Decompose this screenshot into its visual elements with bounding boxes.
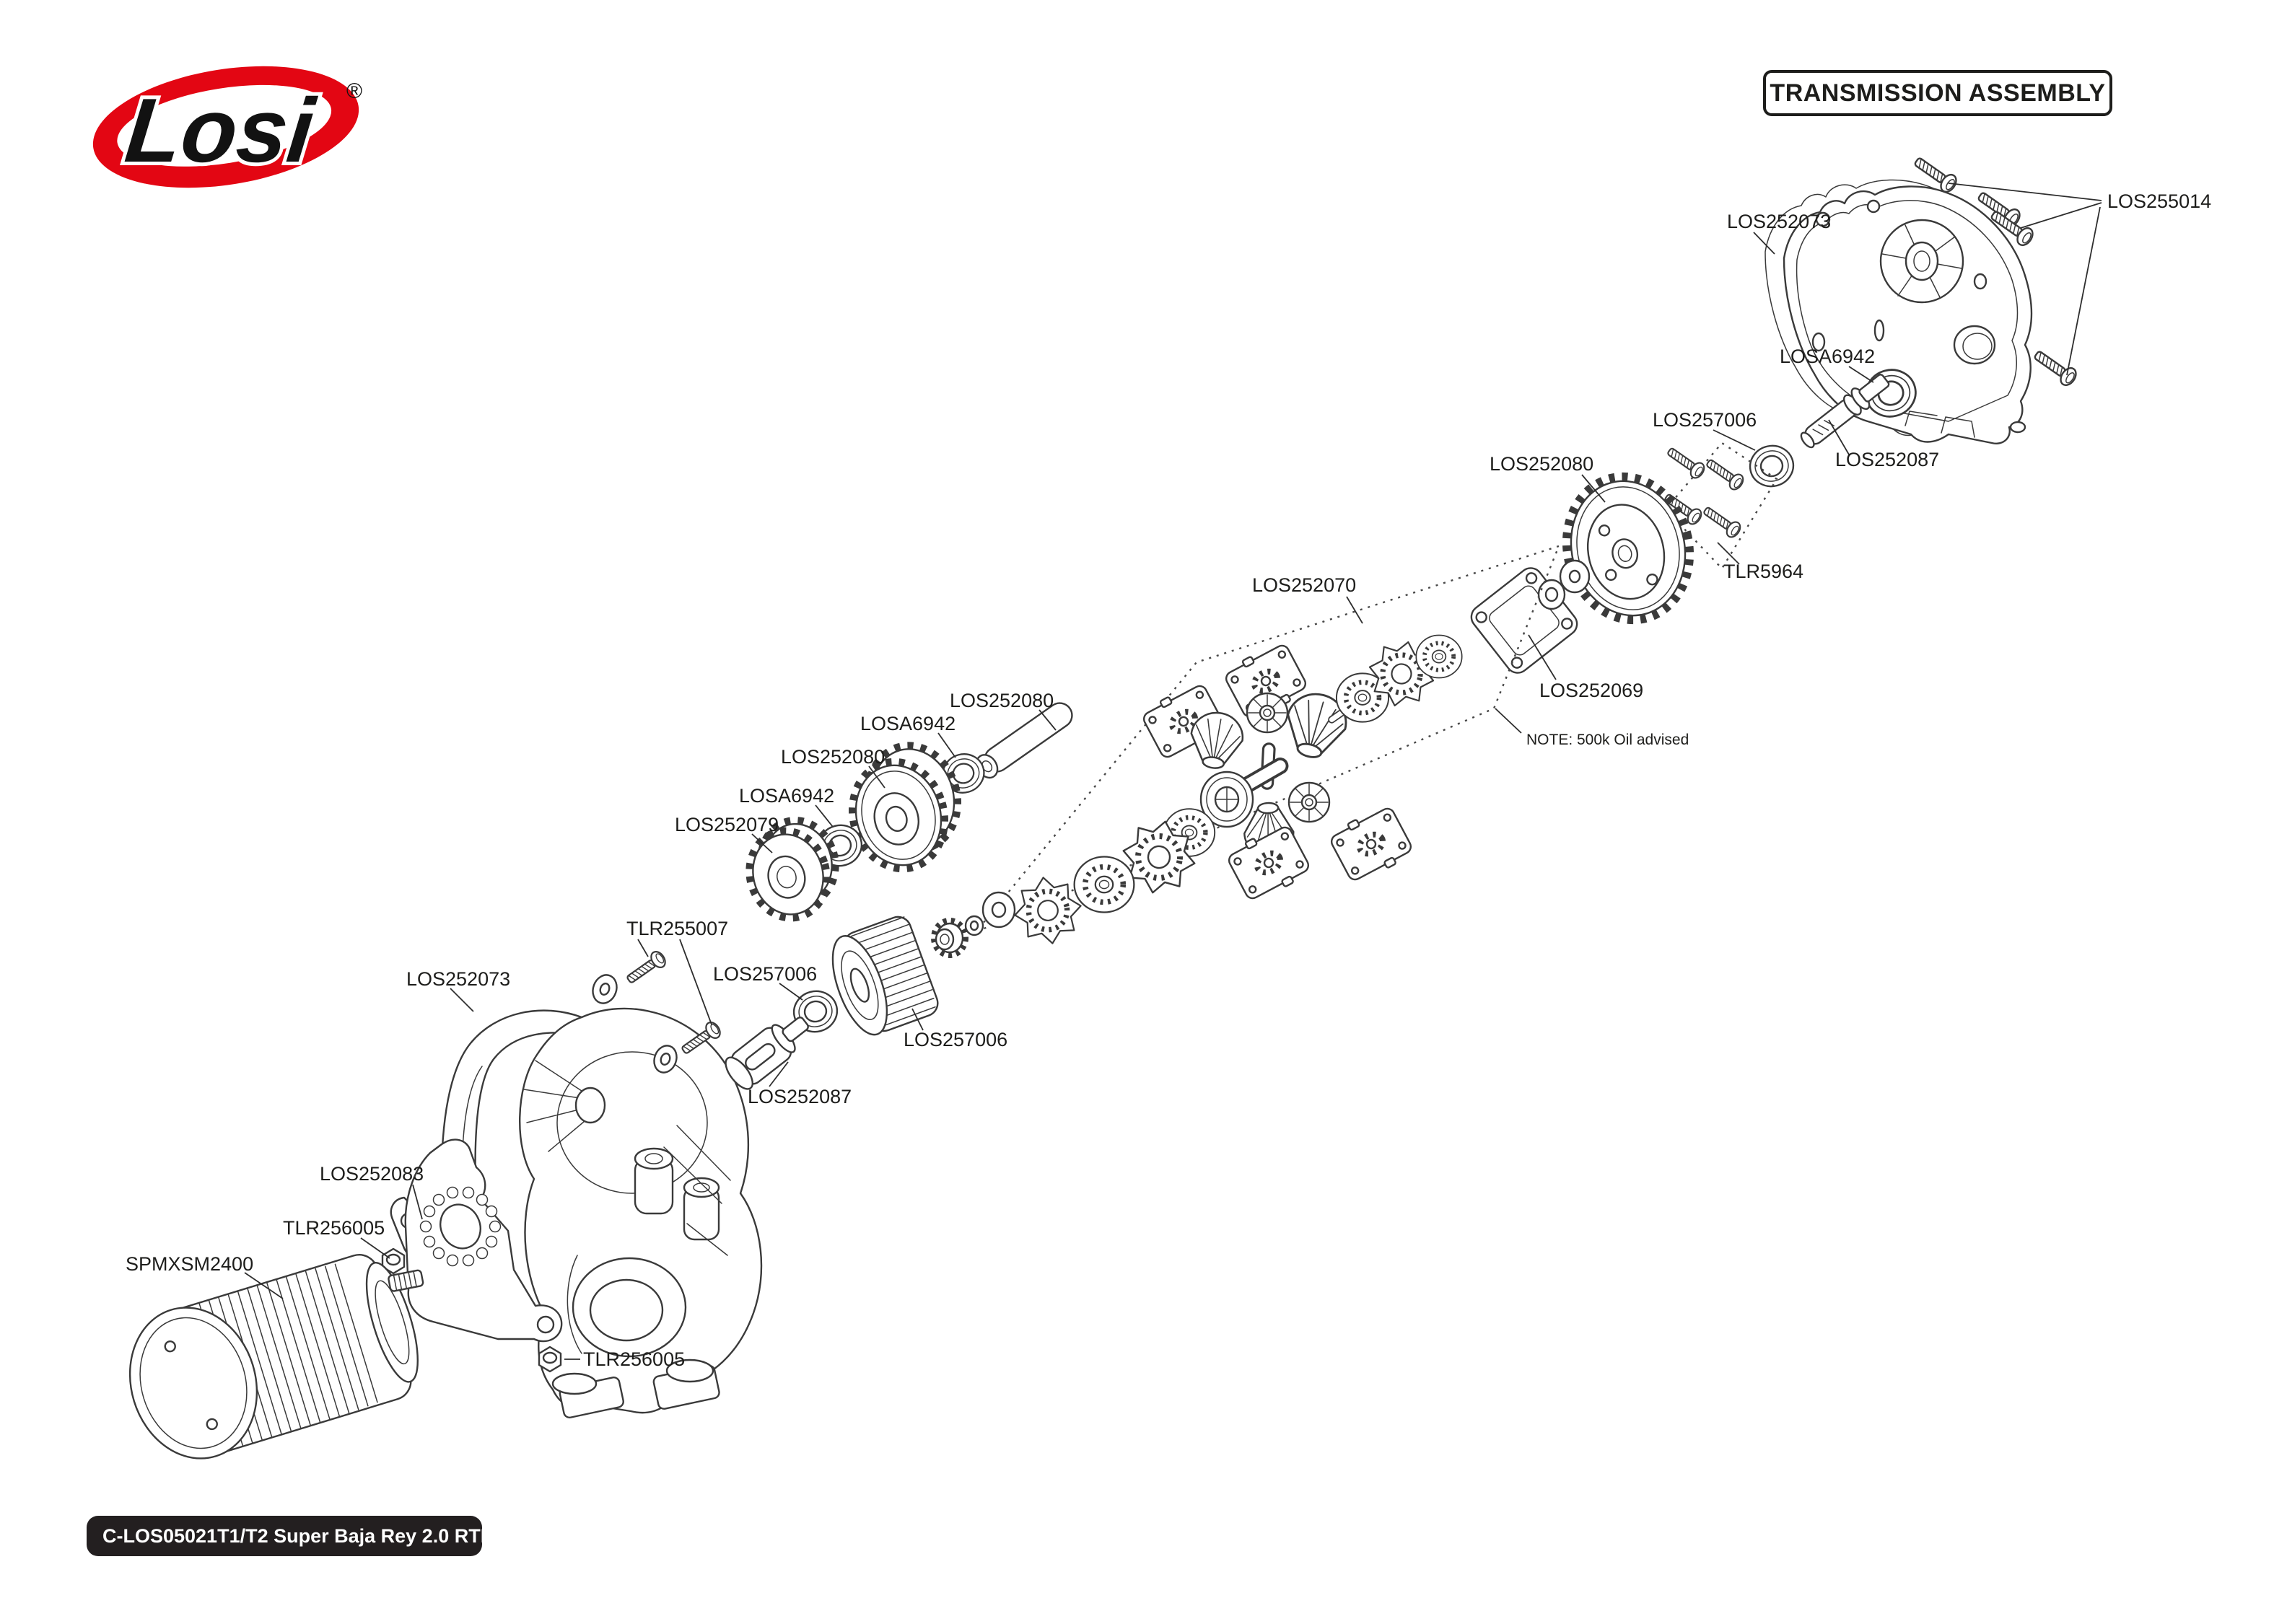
part-label-los252087-mid: LOS252087: [748, 1086, 852, 1107]
leader-line: [1949, 183, 2102, 201]
input-shaft-art: [721, 986, 842, 1093]
nut-2-art: [539, 1347, 561, 1371]
logo-text: Losi: [121, 79, 319, 181]
part-label-losa6942-cover: LOSA6942: [1780, 346, 1876, 367]
part-label-note: NOTE: 500k Oil advised: [1526, 732, 1689, 748]
part-label-tlr256005-2: TLR256005: [583, 1348, 686, 1370]
leader-line: [680, 939, 712, 1024]
part-label-los257006-top: LOS257006: [1653, 409, 1757, 431]
part-label-spmxsm2400: SPMXSM2400: [126, 1253, 254, 1275]
leader-line: [815, 805, 833, 827]
diff-internals-art: [934, 635, 1462, 955]
part-label-los257006-mid: LOS257006: [713, 963, 818, 985]
part-label-los252070: LOS252070: [1252, 574, 1357, 596]
leader-line: [1347, 597, 1363, 623]
leader-line: [1713, 430, 1755, 450]
part-label-los252080-shaft: LOS252080: [950, 690, 1054, 711]
part-label-los252080-spur: LOS252080: [1490, 453, 1594, 475]
leader-line: [938, 733, 955, 758]
leader-line: [779, 983, 803, 1000]
part-label-tlr255007: TLR255007: [626, 918, 729, 939]
part-label-losa6942-1: LOSA6942: [860, 713, 956, 734]
part-label-los252080-idler: LOS252080: [781, 746, 885, 768]
leader-line: [2021, 203, 2102, 228]
part-label-los252073-cover: LOS252073: [1727, 211, 1832, 232]
leader-line: [1754, 232, 1775, 254]
part-label-los252069: LOS252069: [1539, 680, 1644, 701]
part-label-losa6942-2: LOSA6942: [739, 785, 835, 807]
leader-line: [638, 939, 648, 957]
slipper-drum-art: [822, 913, 942, 1042]
diff-gear-art: [1552, 464, 1704, 633]
leader-line: [2067, 207, 2100, 375]
part-label-tlr5964: TLR5964: [1723, 561, 1804, 582]
part-label-los252087-top: LOS252087: [1835, 449, 1940, 470]
part-label-tlr256005-1: TLR256005: [283, 1217, 385, 1239]
diff-cover-art: [1466, 561, 1589, 677]
leader-line: [1495, 708, 1521, 733]
part-label-los252083: LOS252083: [320, 1163, 424, 1185]
logo-registered-mark: ®: [346, 79, 363, 103]
footer-model-label: C-LOS05021T1/T2 Super Baja Rey 2.0 RTR: [102, 1524, 495, 1547]
part-label-los257006-drum: LOS257006: [904, 1029, 1008, 1050]
page-title: TRANSMISSION ASSEMBLY: [1770, 79, 2106, 107]
part-label-los252073-case: LOS252073: [406, 968, 511, 990]
part-label-los252079: LOS252079: [675, 814, 779, 835]
leader-line: [450, 988, 473, 1011]
clutch-hub-art: [934, 921, 966, 955]
part-label-los255014: LOS255014: [2107, 190, 2212, 212]
